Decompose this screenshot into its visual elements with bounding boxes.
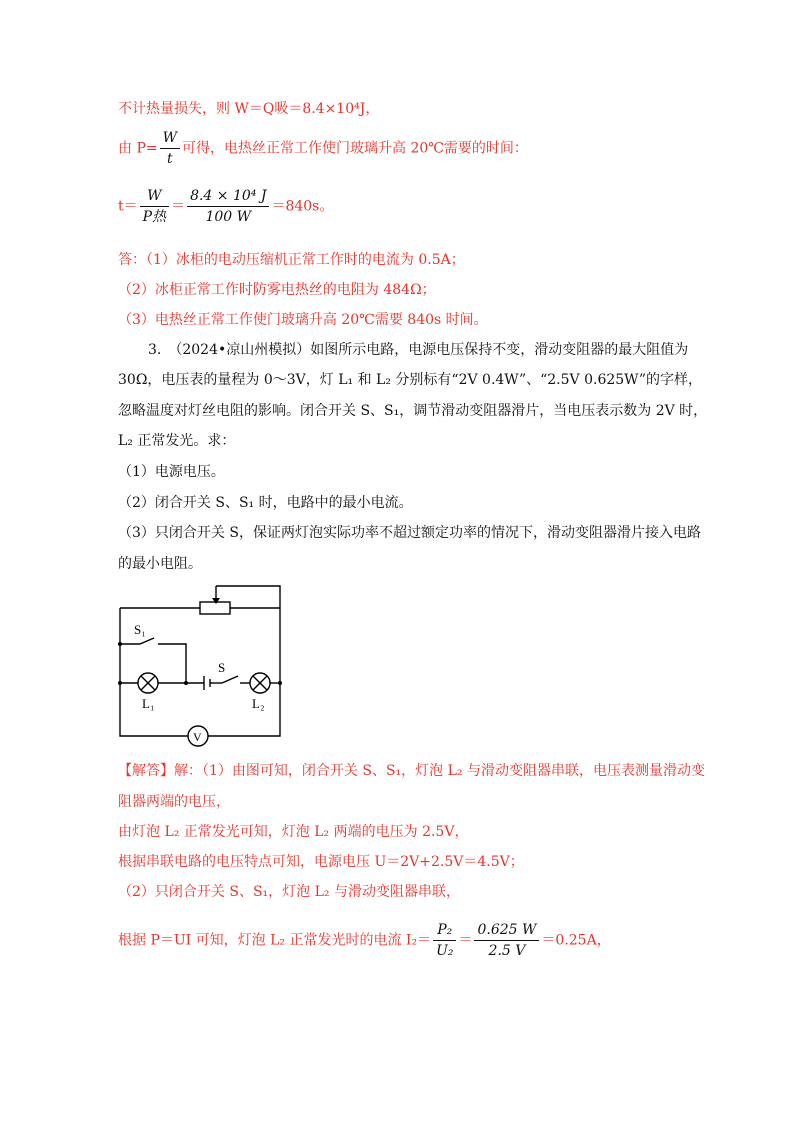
fraction-numerator: W [160, 128, 180, 149]
text-suffix: ＝0.25A， [541, 932, 611, 949]
solution-line-4: 根据串联电路的电压特点可知，电源电压 U＝2V+2.5V＝4.5V； [118, 854, 524, 870]
solution-line-1: 【解答】解：（1）由图可知，闭合开关 S、S₁，灯泡 L₂ 与滑动变阻器串联，电压表测量滑动变 [118, 763, 705, 779]
solution-line-3: 由灯泡 L₂ 正常发光可知，灯泡 L₂ 两端的电压为 2.5V， [118, 824, 469, 840]
fraction-numerator: 0.625 W [474, 920, 539, 941]
equals-sign: ＝ [458, 932, 473, 949]
question-part-1: （1）电源电压。 [118, 464, 225, 480]
fraction-denominator: P热 [142, 209, 167, 225]
s-blade [222, 676, 238, 683]
circuit-diagram [100, 578, 300, 753]
fraction-w-over-p [140, 186, 169, 227]
fraction-numerator: P₂ [433, 920, 456, 941]
question-line-4: L₂ 正常发光。求： [118, 433, 236, 449]
question-line-1: 3. （2024•凉山州模拟）如图所示电路，电源电压保持不变，滑动变阻器的最大阻值为 [148, 342, 689, 358]
fraction-w-over-t [160, 128, 180, 169]
label-s1: S₁ [134, 622, 146, 637]
answer-line-1: 答：（1）冰柜的电动压缩机正常工作时的电流为 0.5A； [118, 252, 465, 268]
fraction-current-values [474, 920, 539, 961]
s1-blade [140, 638, 154, 644]
text-prefix: 根据 P＝UI 可知，灯泡 L₂ 正常发光时的电流 I₂＝ [118, 932, 432, 949]
question-line-2: 30Ω，电压表的量程为 0～3V，灯 L₁ 和 L₂ 分别标有“2V 0.4W”、“2.5V 0.625W”的字样， [118, 372, 702, 388]
text-line-time-calc [118, 186, 333, 227]
question-part-3-cont: 的最小电阻。 [118, 556, 202, 572]
slider-wire [216, 586, 280, 608]
rheostat [200, 602, 230, 614]
label-l2: L₂ [252, 696, 265, 711]
fraction-denominator: 100 W [205, 209, 252, 225]
fraction-p-over-u [433, 920, 456, 961]
text-suffix: ＝840s。 [271, 198, 334, 215]
solution-line-6 [118, 920, 611, 961]
text-line-heat: 不计热量损失，则 W＝Q吸＝8.4×10⁴J， [118, 101, 380, 117]
text-line-power-formula [118, 128, 528, 169]
text-suffix: 可得，电热丝正常工作使门玻璃升高 20℃需要的时间： [182, 140, 528, 157]
label-l1: L₁ [142, 696, 155, 711]
fraction-numerator: 8.4 × 10⁴ J [187, 186, 269, 207]
question-part-3: （3）只闭合开关 S，保证两灯泡实际功率不超过额定功率的情况下，滑动变阻器滑片接入电路 [118, 525, 701, 541]
fraction-values [187, 186, 269, 227]
answer-line-3: （3）电热丝正常工作使门玻璃升高 20℃需要 840s 时间。 [118, 312, 488, 328]
question-line-3: 忽略温度对灯丝电阻的影响。闭合开关 S、S₁，调节滑动变阻器滑片，当电压表示数为 2V 时， [118, 403, 708, 419]
fraction-numerator: W [140, 186, 169, 207]
label-s: S [218, 660, 226, 675]
fraction-denominator: 2.5 V [488, 943, 526, 959]
equals-sign: ＝ [171, 198, 186, 215]
text-prefix: 由 P= [118, 140, 158, 157]
fraction-denominator: U₂ [436, 943, 454, 959]
label-v: V [193, 730, 202, 744]
s1-wire-right [158, 644, 186, 683]
solution-line-2: 阻器两端的电压， [118, 794, 230, 810]
solution-line-5: （2）只闭合开关 S、S₁，灯泡 L₂ 与滑动变阻器串联， [118, 884, 460, 900]
question-part-2: （2）闭合开关 S、S₁ 时，电路中的最小电流。 [118, 495, 413, 511]
text-prefix: t＝ [118, 198, 138, 215]
fraction-denominator: t [166, 151, 173, 167]
answer-line-2: （2）冰柜正常工作时防雾电热丝的电阻为 484Ω； [118, 282, 436, 298]
